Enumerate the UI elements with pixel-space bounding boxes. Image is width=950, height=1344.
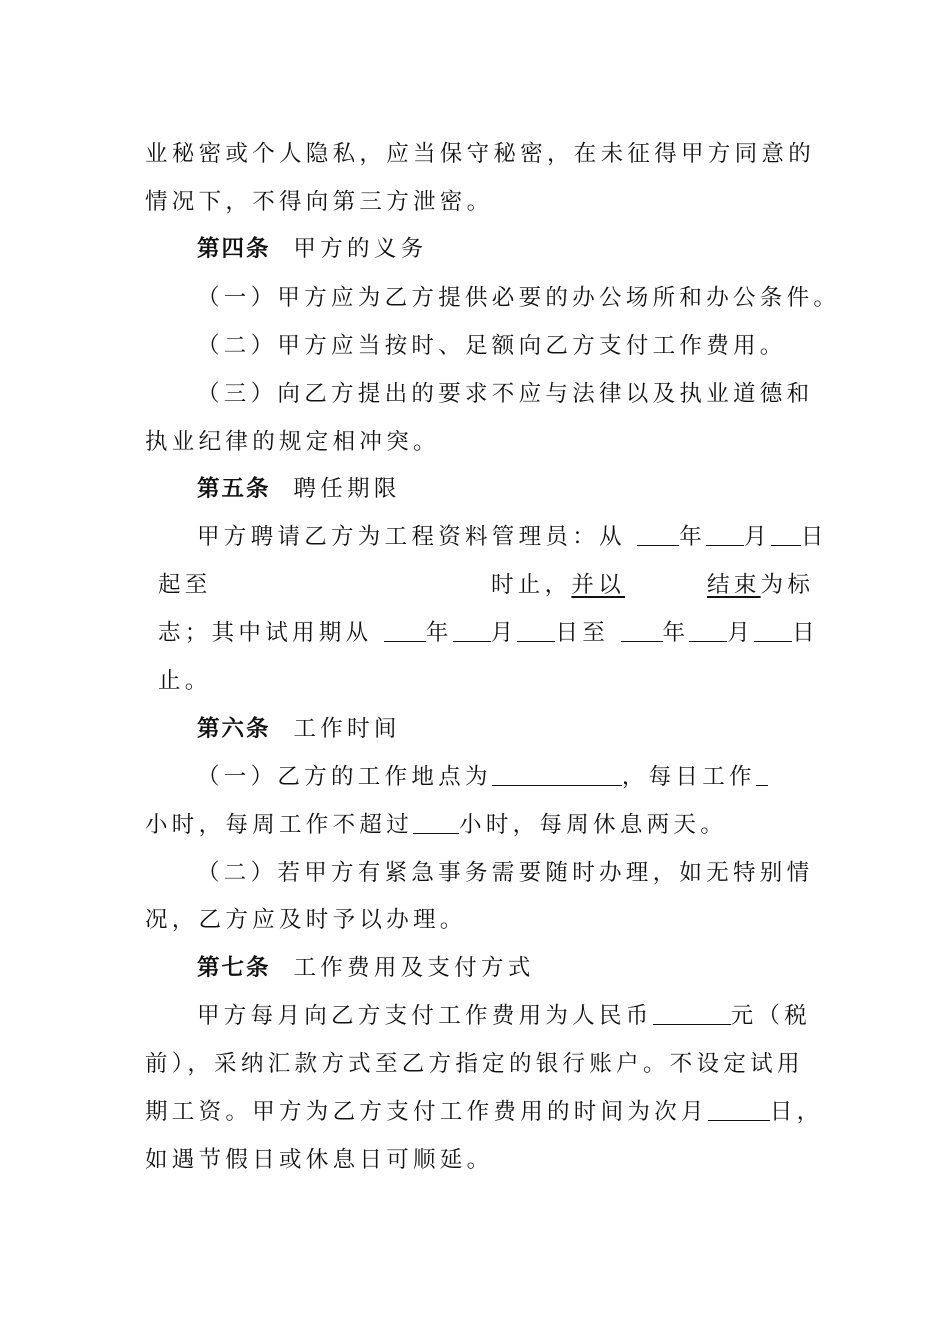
article-5-line-3: 志；其中试用期从 年 月 日至 年 月 日: [158, 620, 819, 646]
article-4-item-3-a: （三）向乙方提出的要求不应与法律以及执业道德和: [197, 381, 814, 407]
blank-weekly-hours: [413, 811, 459, 834]
article-7-number: 第七条: [197, 955, 271, 981]
article-4-number: 第四条: [197, 236, 271, 262]
article-7-heading: [197, 953, 535, 983]
article-4-title: 甲方的义务: [293, 236, 428, 262]
para-confidential-cont-2: 情况下，不得向第三方泄密。: [145, 189, 494, 215]
article-4-heading: [197, 234, 427, 264]
article-5-heading: [197, 474, 401, 504]
article-7-line-4: 如遇节假日或休息日可顺延。: [145, 1147, 494, 1173]
blank-daily-hours: [756, 763, 768, 786]
article-6-heading: [197, 714, 401, 744]
article-5-title: 聘任期限: [293, 476, 401, 502]
blank-trial-end-month: [689, 619, 727, 642]
article-6-item-2-b: 况，乙方应及时予以办理。: [145, 907, 467, 933]
blank-trial-end-day: [754, 619, 792, 642]
article-4-item-3-b: 执业纪律的规定相冲突。: [145, 429, 440, 455]
blank-trial-start-year: [384, 619, 426, 642]
end-condition-underlined: 并以 结束: [571, 572, 761, 598]
article-7-line-2: 前），采纳汇款方式至乙方指定的银行账户。不设定试用: [145, 1051, 804, 1077]
article-7-line-1: 甲方每月向乙方支付工作费用为人民币 元（税: [197, 1003, 812, 1029]
blank-trial-end-year: [621, 619, 663, 642]
blank-trial-start-day: [517, 619, 555, 642]
article-6-title: 工作时间: [293, 716, 401, 742]
article-5-line-2-start: 起至: [158, 572, 212, 598]
blank-start-day: [771, 523, 801, 546]
blank-fee-amount: [653, 1002, 731, 1025]
blank-work-location: [492, 763, 622, 786]
blank-pay-day: [708, 1098, 770, 1121]
article-6-item-1-b: 小时，每周工作不超过 小时，每周休息两天。: [145, 812, 728, 838]
article-6-item-2-a: （二）若甲方有紧急事务需要随时办理，如无特别情: [197, 860, 814, 886]
article-4-item-2: （二）甲方应当按时、足额向乙方支付工作费用。: [197, 333, 787, 359]
blank-trial-start-month: [453, 619, 491, 642]
article-6-number: 第六条: [197, 716, 271, 742]
article-4-item-1: （一）甲方应为乙方提供必要的办公场所和办公条件。: [197, 285, 841, 311]
article-6-item-1-a: （一）乙方的工作地点为 ，每日工作: [197, 762, 768, 792]
blank-start-year: [637, 523, 679, 546]
article-5-line-1: 甲方聘请乙方为工程资料管理员：从 年 月 日: [197, 524, 828, 550]
article-5-number: 第五条: [197, 476, 271, 502]
blank-start-month: [706, 523, 744, 546]
article-7-title: 工作费用及支付方式: [293, 955, 535, 981]
article-7-line-3: 期工资。甲方为乙方支付工作费用的时间为次月 日，: [145, 1099, 824, 1125]
para-confidential-cont-1: 业秘密或个人隐私，应当保守秘密，在未征得甲方同意的: [145, 141, 816, 167]
article-5-line-4: 止。: [158, 668, 212, 694]
article-5-line-2-end: 时止，并以 结束为标: [491, 572, 815, 598]
